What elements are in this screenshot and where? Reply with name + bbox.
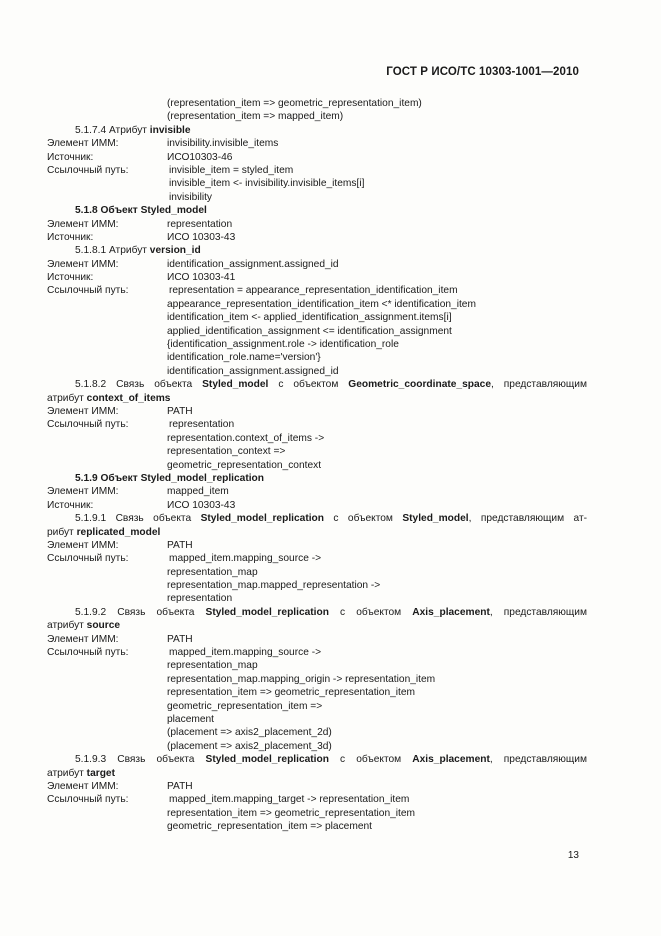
subsection-heading: 5.1.8.1 Атрибут version_id — [75, 245, 201, 257]
section-heading: 5.1.8 Объект Styled_model — [75, 205, 207, 217]
attribute-row: Элемент ИММ: identification_assignment.assigned_id — [47, 258, 339, 270]
text-line: {identification_assignment.role -> identification_role — [167, 339, 399, 351]
attribute-row: Источник: ИСО 10303-43 — [47, 499, 236, 511]
subsection-heading-cont: атрибут context_of_items — [47, 392, 171, 404]
attribute-row: Элемент ИММ: PATH — [47, 406, 193, 417]
attribute-row: Элемент ИММ: PATH — [47, 539, 193, 551]
subsection-heading: 5.1.9.1 Связь объекта Styled_model_replication с объектом Styled_model, представляющим ат- — [75, 513, 588, 525]
text-line: placement — [167, 714, 215, 726]
text-line: representation.context_of_items -> — [167, 432, 325, 444]
text-line: geometric_representation_item => — [167, 700, 323, 712]
text-line: (representation_item => geometric_representation_item) — [167, 98, 422, 109]
text-line: representation_map.mapped_representation -> — [167, 580, 381, 592]
text-line: invisible_item <- invisibility.invisible_items[i] — [169, 178, 365, 190]
text-line: geometric_representation_item => placement — [167, 821, 372, 833]
attribute-row: Элемент ИММ: PATH — [47, 633, 193, 645]
text-line: geometric_representation_context — [167, 459, 322, 471]
page-header: ГОСТ Р ИСО/ТС 10303-1001—2010 — [386, 66, 579, 78]
section-heading: 5.1.9 Объект Styled_model_replication — [75, 472, 265, 484]
page-number: 13 — [567, 850, 579, 861]
attribute-row: Источник: ИСО10303-46 — [47, 151, 233, 163]
text-line: representation_item => geometric_representation_item — [167, 687, 416, 699]
text-line: identification_item <- applied_identification_assignment.items[i] — [167, 312, 452, 324]
document-body — [47, 97, 587, 834]
attribute-row: Ссылочный путь: mapped_item.mapping_source -> — [47, 647, 322, 659]
text-line: invisibility — [169, 191, 213, 203]
attribute-row: Ссылочный путь: invisible_item = styled_item — [47, 164, 294, 176]
text-line: representation_map — [167, 566, 258, 578]
text-line: representation_item => geometric_representation_item — [167, 807, 416, 819]
subsection-heading-cont: атрибут target — [47, 767, 115, 779]
subsection-heading: 5.1.8.2 Связь объекта Styled_model с объектом Geometric_coordinate_space, представляющим — [75, 379, 587, 391]
text-line: representation — [167, 593, 233, 605]
text-line: (representation_item => mapped_item) — [167, 111, 344, 123]
attribute-row: Элемент ИММ: representation — [47, 218, 233, 230]
subsection-heading-cont: атрибут source — [47, 620, 121, 632]
text-line: (placement => axis2_placement_3d) — [167, 740, 332, 752]
attribute-row: Ссылочный путь: representation = appearance_representation_identification_item — [47, 285, 458, 297]
subsection-heading: 5.1.9.2 Связь объекта Styled_model_replication с объектом Axis_placement, представляющим — [75, 606, 588, 618]
attribute-row: Элемент ИММ: mapped_item — [47, 486, 229, 498]
text-line: applied_identification_assignment <= identification_assignment — [167, 325, 452, 337]
text-line: representation_context => — [167, 446, 286, 458]
text-line: representation_map — [167, 660, 258, 672]
text-line: identification_role.name='version'} — [167, 352, 321, 364]
subsection-heading: 5.1.9.3 Связь объекта Styled_model_replication с объектом Axis_placement, представляющим — [75, 754, 588, 766]
attribute-row: Источник: ИСО 10303-43 — [47, 231, 236, 243]
attribute-row: Ссылочный путь: mapped_item.mapping_source -> — [47, 553, 322, 565]
text-line: identification_assignment.assigned_id — [167, 365, 339, 377]
attribute-row: Источник: ИСО 10303-41 — [47, 272, 236, 284]
attribute-row: Элемент ИММ: invisibility.invisible_items — [47, 138, 279, 150]
attribute-row: Ссылочный путь: mapped_item.mapping_target -> representation_item — [47, 794, 410, 806]
text-line: representation_map.mapping_origin -> representation_item — [167, 673, 436, 685]
subsection-heading: 5.1.7.4 Атрибут invisible — [75, 124, 191, 136]
subsection-heading-cont: рибут replicated_model — [47, 526, 161, 538]
text-line: appearance_representation_identification_item <* identification_item — [167, 298, 476, 310]
attribute-row: Элемент ИММ: PATH — [47, 780, 193, 792]
text-line: (placement => axis2_placement_2d) — [167, 727, 332, 739]
attribute-row: Ссылочный путь: representation — [47, 419, 235, 431]
